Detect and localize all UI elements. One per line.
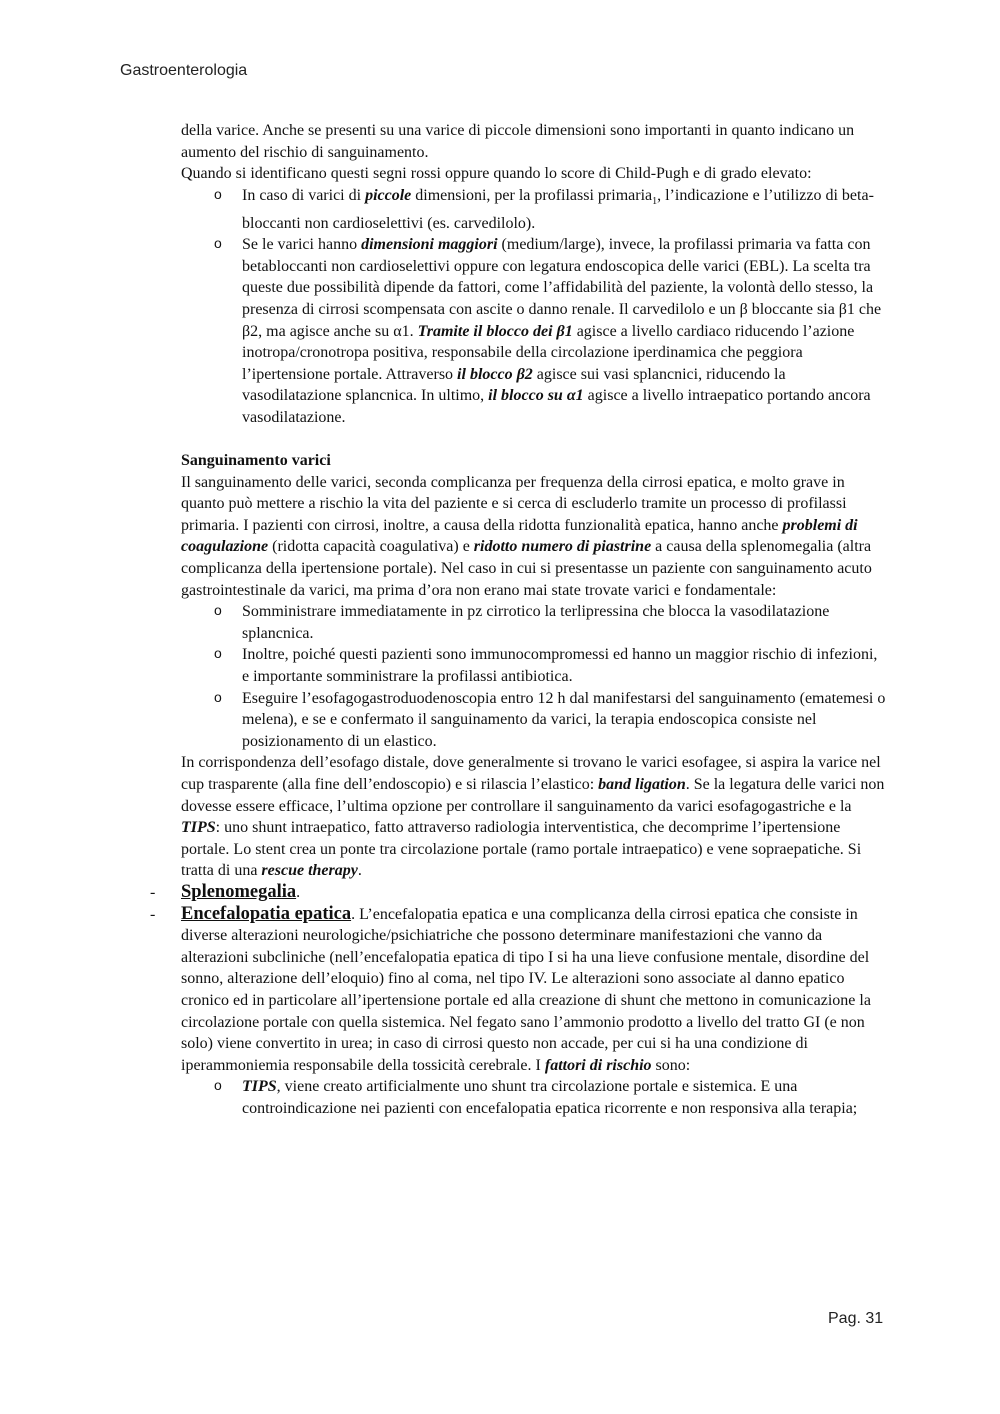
text: (ridotta capacità coagulativa) e (268, 538, 474, 556)
bullet-marker: o (214, 1077, 222, 1094)
intro-text-1: della varice. Anche se presenti su una varice di piccole dimensioni sono importanti in quanto indicano un aumento del rischio di sanguinamento. (181, 122, 855, 161)
prophylaxis-list (181, 185, 887, 429)
bullet-marker: o (214, 688, 222, 705)
list-item (181, 185, 887, 234)
text: Eseguire l’esofagogastroduodenoscopia entro 12 h dal manifestarsi del sanguinamento (ematemesi o melena), e se e confermato il sanguinamento da varici, la terapia endoscopica consiste nel posizionamento di un elastico. (242, 689, 886, 750)
document-body (150, 120, 887, 1120)
dash-item-splenomegalia (150, 881, 887, 904)
list-item (181, 688, 887, 753)
list-item (181, 234, 887, 428)
section-title-sanguinamento: Sanguinamento varici (181, 452, 331, 470)
dash-item-encefalopatia (150, 903, 887, 1077)
emphasis: Tramite il blocco dei β1 (417, 322, 573, 340)
text: , viene creato artificialmente uno shunt tra circolazione portale e sistemica. E una controindicazione nei pazienti con encefalopatia epatica ricorrente e non responsiva alla terapia; (242, 1078, 858, 1117)
list-item (181, 1076, 887, 1119)
text: Il sanguinamento delle varici, seconda complicanza per frequenza della cirrosi epatica, e molto grave in quanto può mettere a rischio la vita del paziente e si cerca di escluderlo tramite un processo di profilassi primaria. I pazienti con cirrosi, inoltre, a causa della ridotta funzionalità epatica, hanno anche (181, 473, 847, 534)
emphasis: band ligation (598, 776, 686, 793)
list-item (181, 601, 887, 644)
text: (medium/large), invece, la profilassi primaria va fatta con betabloccanti non cardioselettivi oppure con legatura endoscopica delle varici (EBL). La scelta tra queste due possibilità dipende da fattori, come l’affidabilità del paziente, la volontà dello stesso, la presenza di cirrosi scompensata con ascite o danno renale. Il carvedilolo e un β bloccante sia β1 che β2, ma agisce anche su α1. (242, 236, 882, 340)
text: Se le varici hanno (242, 236, 362, 254)
page-number: Pag. 31 (828, 1310, 884, 1327)
text: dimensioni, per la profilassi primaria (411, 186, 653, 204)
text: Inoltre, poiché questi pazienti sono immunocompromessi ed hanno un maggior rischio di infezioni, e importante somministrare la profilassi antibiotica. (242, 646, 878, 686)
bullet-marker: o (214, 645, 222, 662)
band-ligation-paragraph (181, 752, 887, 882)
emphasis: fattori di rischio (544, 1056, 652, 1074)
dash-marker: - (150, 905, 156, 923)
emphasis: il blocco su α1 (488, 387, 584, 405)
text: . L’encefalopatia epatica e una complicanza della cirrosi epatica che consiste in diverse alterazioni neurologiche/psichiatriche che possono determinare manifestazioni che vanno da alterazioni subcliniche (nell’encefalopatia epatica di tipo I si ha una lieve confusione mentale, disordine del sonno, alterazione dell’eloquio) fino al coma, nel tipo IV. Le alterazioni sono associate al danno epatico cronico ed in particolare all’ipertensione portale ed alla creazione di shunt che mettono in comunicazione la circolazione portale con quella sistemica. Nel fegato sano l’ammonio prodotto a livello del tratto GI (e non solo) viene convertito in urea; in caso di cirrosi questo non accade, per cui si ha una condizione di iperammoniemia responsabile della tossicità cerebrale. I (181, 905, 871, 1074)
emphasis: TIPS (242, 1078, 277, 1096)
intro-text-2: Quando si identificano questi segni rossi oppure quando lo score di Child-Pugh e di grado elevato: (181, 165, 812, 183)
emphasis: dimensioni maggiori (361, 236, 498, 254)
risk-factor-list (181, 1076, 887, 1119)
treatment-list (181, 601, 887, 752)
heading-encefalopatia: Encefalopatia epatica (181, 903, 352, 924)
emphasis: ridotto numero di piastrine (473, 538, 652, 556)
emphasis: TIPS (181, 819, 216, 837)
text: , l’indicazione e l’utilizzo di beta-bloccanti non cardioselettivi (es. carvedilolo). (242, 186, 874, 232)
text: . (296, 883, 301, 901)
text: In corrispondenza dell’esofago distale, dove generalmente si trovano le varici esofagee, si aspira la varice nel cup trasparente (alla fine dell’endoscopio) e si rilascia l’elastico: (181, 754, 881, 793)
text: agisce a livello intraepatico portando ancora vasodilatazione. (242, 387, 871, 426)
emphasis: problemi di coagulazione (181, 516, 858, 556)
emphasis: piccole (365, 186, 412, 204)
dash-marker: - (150, 883, 156, 901)
footnote-marker: 1 (652, 195, 658, 207)
section-paragraph (181, 472, 887, 602)
emphasis: il blocco β2 (457, 365, 533, 383)
intro-paragraph (181, 120, 887, 185)
bullet-marker: o (214, 602, 222, 619)
text: agisce a livello cardiaco riducendo l’azione inotropa/cronotropa positiva, responsabile della circolazione iperdinamica che peggiora l’ipertensione portale. Attraverso (242, 322, 855, 383)
text: Somministrare immediatamente in pz cirrotico la terlipressina che blocca la vasodilatazione splancnica. (242, 603, 830, 642)
text: : uno shunt intraepatico, fatto attraverso radiologia interventistica, che decomprime l’ipertensione portale. Lo stent crea un ponte tra circolazione portale (ramo portale intraepatico) e vene sopraepatiche. Si tratta di una (181, 819, 862, 880)
emphasis: rescue therapy (261, 862, 358, 880)
text: agisce sui vasi splancnici, riducendo la vasodilatazione splancnica. In ultimo, (242, 365, 786, 405)
heading-splenomegalia: Splenomegalia (181, 881, 297, 902)
list-item (181, 644, 887, 687)
text: . (357, 862, 362, 880)
page-header: Gastroenterologia (120, 62, 248, 79)
text: In caso di varici di (242, 186, 366, 204)
text: sono: (651, 1056, 691, 1074)
bullet-marker: o (214, 235, 222, 252)
bullet-marker: o (214, 185, 222, 202)
text: a causa della splenomegalia (altra complicanza della ipertensione portale). Nel caso in cui si presentasse un paziente con sanguinamento acuto gastrointestinale da varici, ma prima d’ora non erano mai state trovate varici e fondamentale: (181, 538, 872, 599)
text: . Se la legatura delle varici non dovesse essere efficace, l’ultima opzione per controllare il sanguinamento da varici esofagogastriche e la (181, 776, 885, 815)
